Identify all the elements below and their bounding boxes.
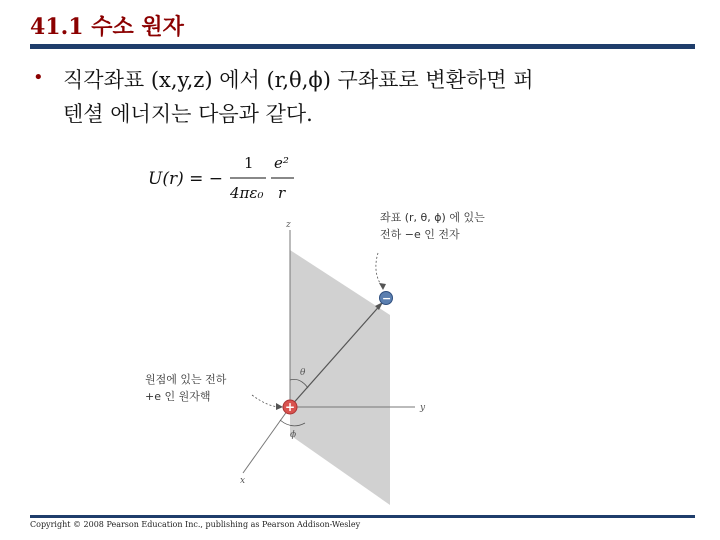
copyright-notice: Copyright © 2008 Pearson Education Inc., publishing as Pearson Addison-Wesley: [30, 520, 361, 529]
y-axis-label: y: [420, 403, 426, 413]
electron-label-line-2: 전하 −e 인 전자: [380, 228, 460, 241]
x-axis-label: x: [240, 476, 246, 486]
title-divider: [30, 44, 695, 49]
spherical-coordinate-diagram: [140, 205, 540, 505]
nucleus-sign: +: [285, 400, 296, 414]
bullet-line-2: 텐셜 에너지는 다음과 같다.: [63, 102, 313, 126]
formula-num1: 1: [244, 154, 254, 172]
x-axis: [243, 407, 290, 473]
electron-callout-arrowhead: [379, 283, 386, 290]
z-axis-label: z: [286, 220, 291, 230]
slide-title: 41.1 수소 원자: [30, 14, 184, 40]
phi-label: ϕ: [290, 430, 297, 440]
formula-lhs: U(r) = −: [148, 169, 224, 189]
formula-num2: e²: [274, 154, 289, 172]
nucleus-label-line-1: 원점에 있는 전하: [145, 373, 227, 386]
theta-label: θ: [300, 368, 306, 378]
footer-divider: [30, 515, 695, 518]
electron-label-line-1: 좌표 (r, θ, ϕ) 에 있는: [380, 211, 485, 224]
formula-den2: r: [278, 184, 286, 202]
nucleus-callout-arrowhead: [276, 403, 283, 410]
formula-den1: 4πε₀: [230, 184, 264, 202]
electron-sign: −: [382, 292, 392, 305]
nucleus-label-line-2: +e 인 원자핵: [145, 390, 211, 403]
bullet-line-1: 직각좌표 (x,y,z) 에서 (r,θ,ϕ) 구좌표로 변환하면 퍼: [63, 68, 534, 92]
electron-callout-arrow: [376, 253, 383, 288]
bullet-text: [63, 63, 703, 131]
bullet-icon: •: [33, 67, 44, 88]
